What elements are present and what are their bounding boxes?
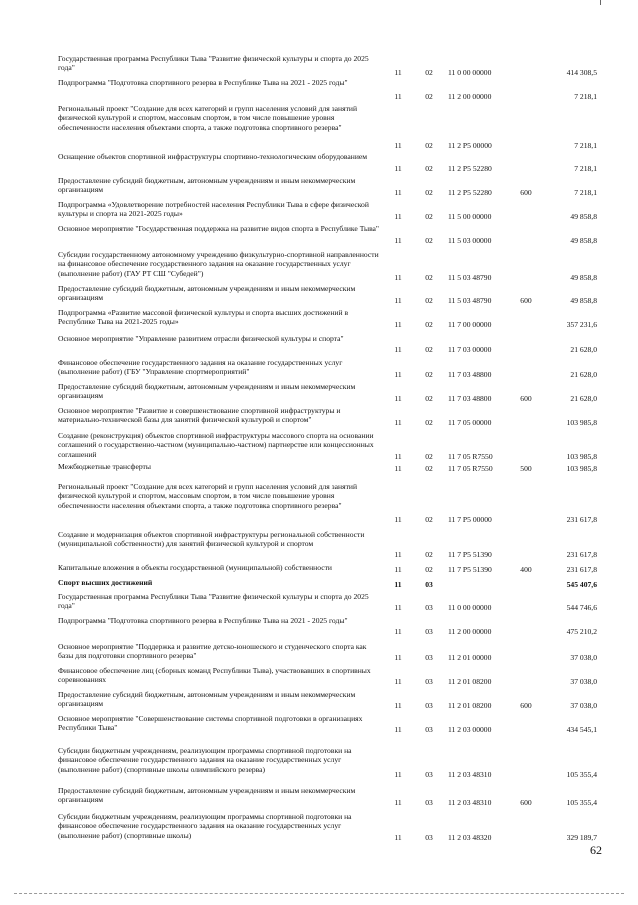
row-target-article-code: 11 7 03 48800 <box>448 394 492 403</box>
row-section-code: 11 <box>394 515 402 524</box>
row-name: Подпрограмма «Развитие массовой физической культуры и спорта высших достижений в Республике Тыва на 2021-2025 годы» <box>58 308 349 327</box>
row-subsection-code: 03 <box>425 725 433 734</box>
row-target-article-code: 11 2 P5 00000 <box>448 141 492 150</box>
row-section-code: 11 <box>394 212 402 221</box>
row-section-code: 11 <box>394 236 402 245</box>
row-name: Предоставление субсидий бюджетным, автономным учреждениям и иным некоммерческим организациям <box>58 690 356 709</box>
row-amount: 7 218,1 <box>574 164 597 173</box>
row-amount: 357 231,6 <box>566 320 597 329</box>
row-amount: 21 628,0 <box>570 345 597 354</box>
row-section-code: 11 <box>394 603 402 612</box>
row-subsection-code: 03 <box>425 677 433 686</box>
row-name: Предоставление субсидий бюджетным, автономным учреждениям и иным некоммерческим организациям <box>58 284 356 303</box>
row-expense-type-code: 600 <box>520 798 532 807</box>
row-section-code: 11 <box>394 345 402 354</box>
row-amount: 21 628,0 <box>570 370 597 379</box>
row-amount: 37 038,0 <box>570 701 597 710</box>
row-name: Межбюджетные трансферты <box>58 462 151 471</box>
row-amount: 103 985,8 <box>566 464 597 473</box>
row-amount: 105 355,4 <box>566 770 597 779</box>
row-expense-type-code: 600 <box>520 296 532 305</box>
row-section-code: 11 <box>394 92 402 101</box>
row-subsection-code: 02 <box>425 370 433 379</box>
row-target-article-code: 11 2 01 00000 <box>448 653 492 662</box>
row-amount: 49 858,8 <box>570 273 597 282</box>
row-name: Создание и модернизация объектов спортивной инфраструктуры региональной собственности (муниципальной собственности) для занятий физической культурой и спортом <box>58 530 365 549</box>
row-name: Субсидии бюджетным учреждениям, реализующим программы спортивной подготовки на финансовое обеспечение государственного задания на оказание государственных услуг (выполнение работ) (спортивные школы олимпийского резерва) <box>58 746 352 774</box>
row-amount: 544 746,6 <box>566 603 597 612</box>
row-target-article-code: 11 2 01 08200 <box>448 677 492 686</box>
row-subsection-code: 02 <box>425 188 433 197</box>
row-amount: 329 189,7 <box>566 833 597 842</box>
row-amount: 231 617,8 <box>566 565 597 574</box>
row-subsection-code: 03 <box>425 770 433 779</box>
row-subsection-code: 02 <box>425 320 433 329</box>
row-section-code: 11 <box>394 798 402 807</box>
row-target-article-code: 11 7 05 R7550 <box>448 452 493 461</box>
row-section-code: 11 <box>394 464 402 473</box>
row-name: Спорт высших достижений <box>58 578 153 587</box>
row-amount: 49 858,8 <box>570 212 597 221</box>
row-target-article-code: 11 7 P5 51390 <box>448 550 492 559</box>
row-target-article-code: 11 2 03 00000 <box>448 725 492 734</box>
row-amount: 7 218,1 <box>574 188 597 197</box>
row-target-article-code: 11 2 00 00000 <box>448 92 492 101</box>
row-amount: 434 545,1 <box>566 725 597 734</box>
row-expense-type-code: 600 <box>520 394 532 403</box>
row-name: Подпрограмма «Удовлетворение потребностей населения Республики Тыва в сфере физической культуры и спорта на 2021-2025 годы» <box>58 200 369 219</box>
row-subsection-code: 02 <box>425 565 433 574</box>
row-expense-type-code: 600 <box>520 701 532 710</box>
row-section-code: 11 <box>394 188 402 197</box>
row-subsection-code: 02 <box>425 296 433 305</box>
row-subsection-code: 02 <box>425 452 433 461</box>
row-subsection-code: 02 <box>425 212 433 221</box>
row-target-article-code: 11 7 P5 51390 <box>448 565 492 574</box>
row-name: Подпрограмма "Подготовка спортивного резерва в Республике Тыва на 2021 - 2025 годы" <box>58 616 348 625</box>
row-amount: 49 858,8 <box>570 296 597 305</box>
row-section-code: 11 <box>394 833 402 842</box>
row-name: Капитальные вложения в объекты государственной (муниципальной) собственности <box>58 563 332 572</box>
row-name: Субсидии бюджетным учреждениям, реализующим программы спортивной подготовки на финансовое обеспечение государственного задания на оказание государственных услуг (выполнение работ) (спортивные школы) <box>58 812 352 840</box>
row-name: Подпрограмма "Подготовка спортивного резерва в Республике Тыва на 2021 - 2025 годы" <box>58 78 348 87</box>
row-subsection-code: 02 <box>425 550 433 559</box>
row-target-article-code: 11 7 P5 00000 <box>448 515 492 524</box>
row-subsection-code: 03 <box>425 701 433 710</box>
row-target-article-code: 11 2 03 48320 <box>448 833 492 842</box>
row-section-code: 11 <box>394 580 402 589</box>
row-expense-type-code: 600 <box>520 188 532 197</box>
row-subsection-code: 02 <box>425 92 433 101</box>
row-section-code: 11 <box>394 653 402 662</box>
row-amount: 103 985,8 <box>566 418 597 427</box>
row-target-article-code: 11 0 00 00000 <box>448 603 492 612</box>
row-name: Субсидии государственному автономному учреждению физкультурно-спортивной направленности на финансовое обеспечение государственного задания на оказание государственных услуг (выполнение работ) (ГАУ РТ СШ "Субедей") <box>58 250 379 278</box>
row-name: Финансовое обеспечение государственного задания на оказание государственных услуг (выполнение работ) (ГБУ "Управление спортмероприятий" <box>58 358 343 377</box>
row-target-article-code: 11 7 03 00000 <box>448 345 492 354</box>
row-subsection-code: 02 <box>425 236 433 245</box>
row-subsection-code: 03 <box>425 603 433 612</box>
row-section-code: 11 <box>394 550 402 559</box>
row-section-code: 11 <box>394 627 402 636</box>
row-amount: 21 628,0 <box>570 394 597 403</box>
row-expense-type-code: 400 <box>520 565 532 574</box>
row-name: Региональный проект "Создание для всех категорий и групп населения условий для занятий физической культурой и спортом, массовым спортом, в том числе повышение уровня обеспеченности населения объектами спорта, а также подготовка спортивного резерва" <box>58 482 358 510</box>
row-subsection-code: 02 <box>425 68 433 77</box>
row-subsection-code: 02 <box>425 164 433 173</box>
row-subsection-code: 03 <box>425 833 433 842</box>
row-amount: 37 038,0 <box>570 653 597 662</box>
row-section-code: 11 <box>394 68 402 77</box>
row-section-code: 11 <box>394 677 402 686</box>
edge-mark <box>600 0 601 5</box>
row-target-article-code: 11 7 00 00000 <box>448 320 492 329</box>
row-subsection-code: 03 <box>425 798 433 807</box>
row-section-code: 11 <box>394 725 402 734</box>
row-subsection-code: 02 <box>425 515 433 524</box>
row-target-article-code: 11 2 03 48310 <box>448 798 492 807</box>
row-target-article-code: 11 5 03 00000 <box>448 236 492 245</box>
row-subsection-code: 02 <box>425 394 433 403</box>
row-name: Предоставление субсидий бюджетным, автономным учреждениям и иным некоммерческим организациям <box>58 176 356 195</box>
row-amount: 105 355,4 <box>566 798 597 807</box>
row-name: Предоставление субсидий бюджетным, автономным учреждениям и иным некоммерческим организациям <box>58 786 356 805</box>
row-name: Основное мероприятие "Управление развитием отрасли физической культуры и спорта" <box>58 334 344 343</box>
row-section-code: 11 <box>394 418 402 427</box>
row-section-code: 11 <box>394 701 402 710</box>
row-name: Региональный проект "Создание для всех категорий и групп населения условий для занятий физической культурой и спортом, массовым спортом, в том числе повышение уровня обеспеченности населения объектами спорта, а также подготовка спортивного резерва" <box>58 104 358 132</box>
row-amount: 7 218,1 <box>574 92 597 101</box>
row-amount: 49 858,8 <box>570 236 597 245</box>
page-number: 62 <box>590 843 602 857</box>
row-name: Основное мероприятие "Поддержка и развитие детско-юношеского и студенческого спорта как базы для подготовки спортивного резерва" <box>58 642 367 661</box>
row-section-code: 11 <box>394 164 402 173</box>
row-target-article-code: 11 2 P5 52280 <box>448 188 492 197</box>
row-name: Основное мероприятие "Государственная поддержка на развитие видов спорта в Республике Тыва" <box>58 224 380 233</box>
row-target-article-code: 11 2 P5 52280 <box>448 164 492 173</box>
bottom-divider <box>14 893 624 894</box>
row-target-article-code: 11 7 05 00000 <box>448 418 492 427</box>
row-subsection-code: 02 <box>425 141 433 150</box>
row-name: Создание (реконструкция) объектов спортивной инфраструктуры массового спорта на основании соглашений о государственно-частном (муниципально-частном) партнерстве или концессионных соглашений <box>58 431 374 459</box>
row-expense-type-code: 500 <box>520 464 532 473</box>
row-section-code: 11 <box>394 452 402 461</box>
row-amount: 475 210,2 <box>566 627 597 636</box>
row-section-code: 11 <box>394 770 402 779</box>
row-subsection-code: 03 <box>425 580 433 589</box>
row-name: Государственная программа Республики Тыва "Развитие физической культуры и спорта до 2025 года" <box>58 54 369 73</box>
row-amount: 231 617,8 <box>566 515 597 524</box>
row-name: Предоставление субсидий бюджетным, автономным учреждениям и иным некоммерческим организациям <box>58 382 356 401</box>
row-target-article-code: 11 7 05 R7550 <box>448 464 493 473</box>
row-subsection-code: 02 <box>425 345 433 354</box>
row-section-code: 11 <box>394 296 402 305</box>
row-target-article-code: 11 2 03 48310 <box>448 770 492 779</box>
row-target-article-code: 11 5 03 48790 <box>448 296 492 305</box>
row-amount: 545 407,6 <box>566 580 597 589</box>
row-amount: 7 218,1 <box>574 141 597 150</box>
row-amount: 231 617,8 <box>566 550 597 559</box>
row-target-article-code: 11 5 03 48790 <box>448 273 492 282</box>
row-subsection-code: 02 <box>425 418 433 427</box>
row-section-code: 11 <box>394 141 402 150</box>
row-section-code: 11 <box>394 394 402 403</box>
row-name: Основное мероприятие "Совершенствование системы спортивной подготовки в организациях Республики Тыва" <box>58 714 363 733</box>
row-section-code: 11 <box>394 273 402 282</box>
row-target-article-code: 11 0 00 00000 <box>448 68 492 77</box>
row-subsection-code: 02 <box>425 273 433 282</box>
row-name: Государственная программа Республики Тыва "Развитие физической культуры и спорта до 2025 года" <box>58 592 369 611</box>
row-section-code: 11 <box>394 565 402 574</box>
row-subsection-code: 03 <box>425 627 433 636</box>
row-section-code: 11 <box>394 320 402 329</box>
row-target-article-code: 11 2 00 00000 <box>448 627 492 636</box>
row-subsection-code: 03 <box>425 653 433 662</box>
row-amount: 37 038,0 <box>570 677 597 686</box>
row-amount: 414 308,5 <box>566 68 597 77</box>
row-target-article-code: 11 7 03 48800 <box>448 370 492 379</box>
row-section-code: 11 <box>394 370 402 379</box>
row-target-article-code: 11 5 00 00000 <box>448 212 492 221</box>
row-amount: 103 985,8 <box>566 452 597 461</box>
row-name: Оснащение объектов спортивной инфраструктуры спортивно-технологическим оборудованием <box>58 152 368 161</box>
row-name: Финансовое обеспечение лиц (сборных команд Республики Тыва), участвовавших в спортивных соревнованиях <box>58 666 371 685</box>
row-target-article-code: 11 2 01 08200 <box>448 701 492 710</box>
row-name: Основное мероприятие "Развитие и совершенствование спортивной инфраструктуры и материально-технической базы для занятий физической культурой и спортом" <box>58 406 341 425</box>
row-subsection-code: 02 <box>425 464 433 473</box>
